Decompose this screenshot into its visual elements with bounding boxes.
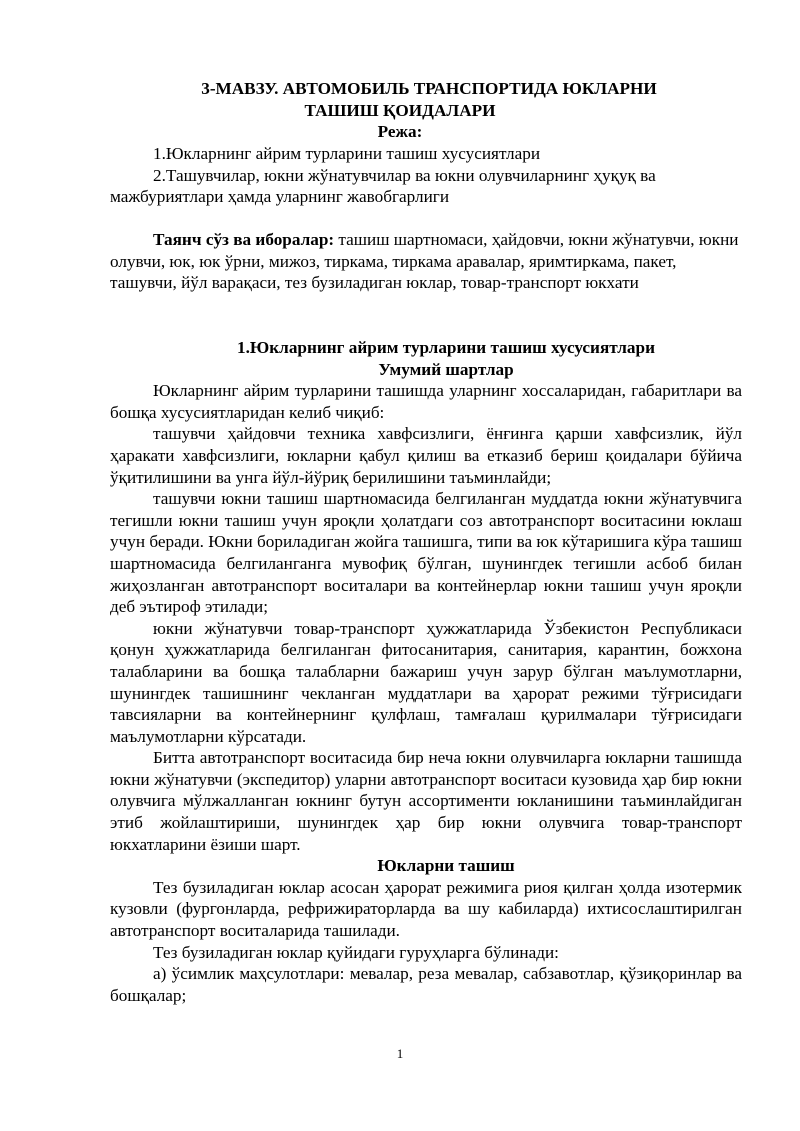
title-line-2: ТАШИШ ҚОИДАЛАРИ bbox=[304, 100, 496, 120]
plan-item-2: 2.Ташувчилар, юкни жўнатувчилар ва юкни олувчиларнинг ҳуқуқ ва мажбуриятлари ҳамда уларнинг жавобгарлиги bbox=[110, 165, 656, 207]
plan-heading: Режа: bbox=[377, 122, 423, 141]
section-1-paragraph: Битта автотранспорт воситасида бир неча юкни олувчиларга юкларни ташишда юкни жўнатувчи (экспедитор) уларни автотранспорт воситаси кузовида ҳар бир юкни олувчига мўлжалланган юкнинг бутун ассортименти юкланишини таъминлайдиган этиб жойлаштириши, шунингдек ҳар бир юкни олувчига товар-транспорт юкхатларини ёзиши шарт. bbox=[110, 748, 742, 854]
section-2-paragraph: Тез бузиладиган юклар асосан ҳарорат режимига риоя қилган ҳолда изотермик кузовли (фургонларда, рефрижираторларда ва шу кабиларда) ихтисослаштирилган автотранспорт воситаларида ташилади. bbox=[110, 877, 742, 941]
section-1-paragraph: Юкларнинг айрим турларини ташишда уларнинг хоссаларидан, габаритлари ва бошқа хусусиятларидан келиб чиқиб: bbox=[110, 381, 742, 422]
section-1-paragraph: юкни жўнатувчи товар-транспорт ҳужжатларида Ўзбекистон Республикаси қонун ҳужжатларида белгиланган фитосанитария, санитария, карантин, божхона талабларини ва бошқа талабларни бажариш учун зарур бўлган маълумотларни, шунингдек ташишнинг чекланган муддатлари ва ҳарорат режими тўғрисидаги тавсияларни ва контейнернинг қулфлаш, тамғалаш қурилмалари тўғрисидаги маълумотларни кўрсатади. bbox=[110, 618, 742, 746]
keywords-paragraph bbox=[110, 229, 742, 294]
plan-item-1: 1.Юкларнинг айрим турларини ташиш хусусиятлари bbox=[153, 144, 541, 163]
section-1 bbox=[110, 337, 742, 1006]
page-number: 1 bbox=[396, 1046, 404, 1061]
keywords-block bbox=[110, 229, 742, 294]
section-1-heading: 1.Юкларнинг айрим турларини ташиш хусусиятлари bbox=[237, 338, 655, 357]
section-1-paragraph: ташувчи ҳайдовчи техника хавфсизлиги, ёнғинга қарши хавфсизлик, йўл ҳаракати хавфсизлиги, юкларни қабул қилиш ва етказиб бериш қоидалари бўйича ўқитилишини ва унга йўл-йўриқ берилишини таъминлайди; bbox=[110, 424, 742, 487]
section-1-subheading: Умумий шартлар bbox=[378, 359, 514, 379]
title-line-1: 3-МАВЗУ. АВТОМОБИЛЬ ТРАНСПОРТИДА ЮКЛАРНИ bbox=[201, 79, 657, 98]
keywords-label: Таянч сўз ва иборалар: bbox=[153, 230, 335, 249]
plan-list bbox=[110, 143, 742, 208]
section-2-heading: Юкларни ташиш bbox=[377, 856, 515, 876]
document-title bbox=[110, 78, 690, 121]
section-2-paragraph: Тез бузиладиган юклар қуйидаги гуруҳларга бўлинади: bbox=[153, 942, 559, 962]
section-2-paragraph: а) ўсимлик маҳсулотлари: мевалар, реза мевалар, сабзавотлар, қўзиқоринлар ва бошқалар; bbox=[110, 964, 742, 1005]
section-1-paragraph: ташувчи юкни ташиш шартномасида белгиланган муддатда юкни жўнатувчига тегишли юкни ташиш учун яроқли ҳолатдаги соз автотранспорт воситасини юклаш учун беради. Юкни бориладиган жойга ташишга, типи ва юк кўтаришига кўра ташиш шартномасида белгиланганга мувофиқ бўлган, шунингдек тегишли асбоб билан жиҳозланган автотранспорт воситалари ва контейнерлар юкни ташиш учун яроқли деб эътироф этилади; bbox=[110, 489, 742, 617]
keywords-text: ташиш шартномаси, ҳайдовчи, юкни жўнатувчи, юкни олувчи, юк, юк ўрни, мижоз, тиркама, тиркама аравалар, яримтиркама, пакет, ташувчи, йўл варақаси, тез бузиладиган юклар, товар-транспорт юкхати bbox=[110, 230, 739, 293]
